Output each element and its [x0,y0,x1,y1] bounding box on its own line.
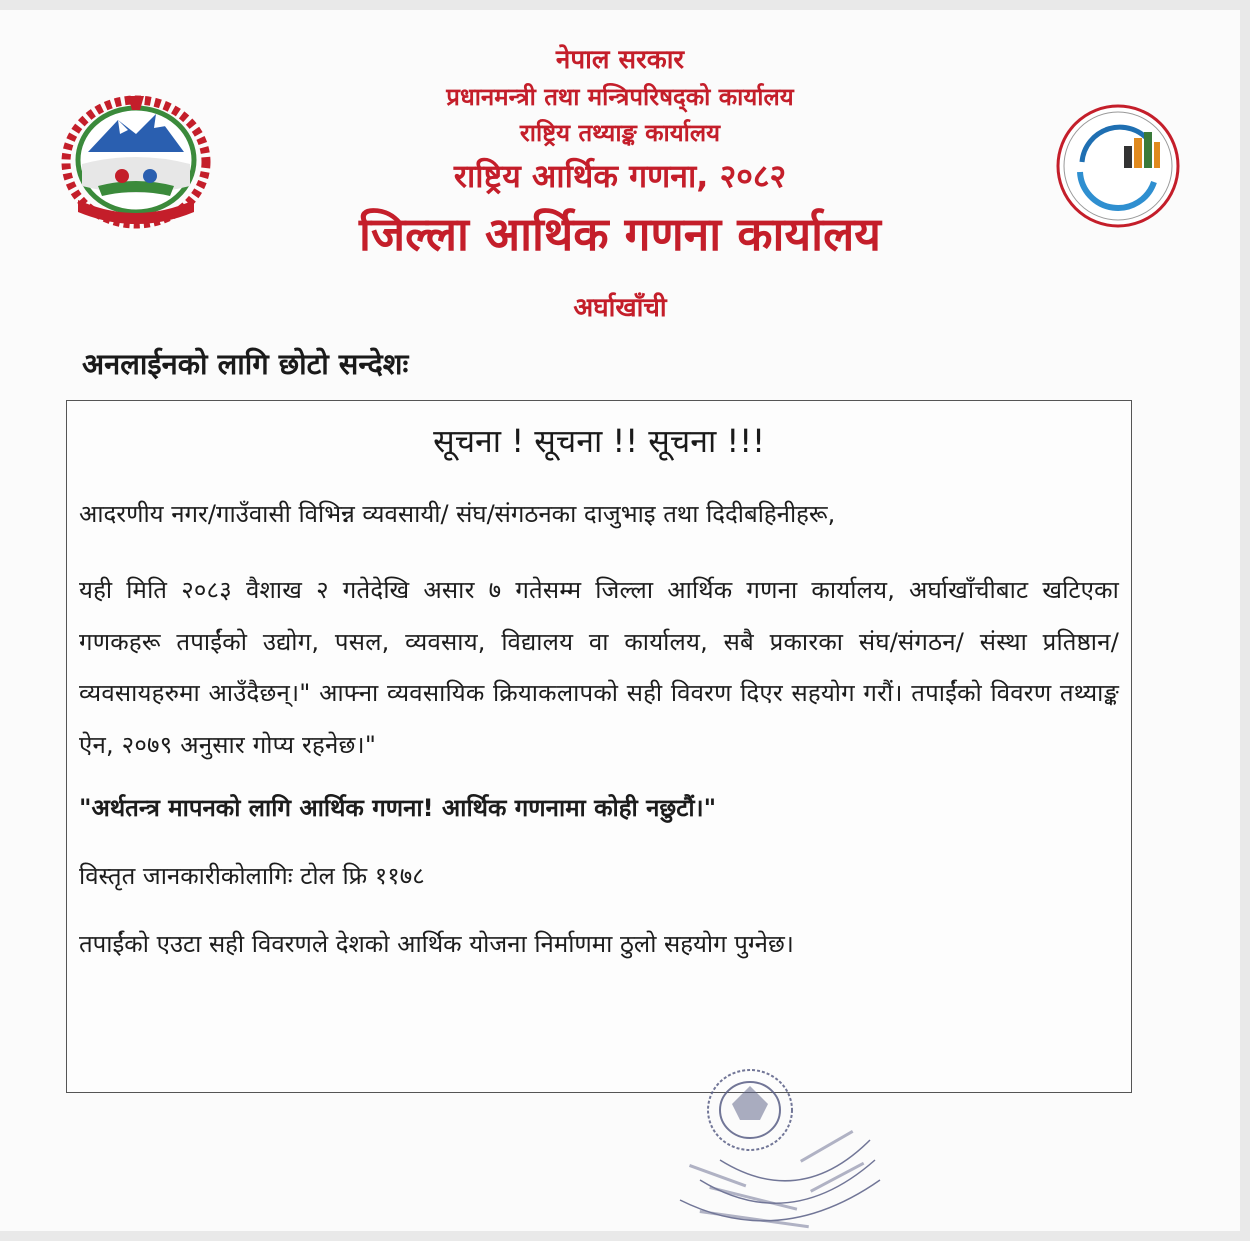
notice-closing: तपाईंको एउटा सही विवरणले देशको आर्थिक योजना निर्माणमा ठुलो सहयोग पुग्नेछ। [79,930,794,958]
header-census-name: राष्ट्रिय आर्थिक गणना, २०८२ [453,157,787,195]
office-title: जिल्ला आर्थिक गणना कार्यालय [359,207,881,261]
document-page [0,10,1240,1231]
header-government: नेपाल सरकार [555,45,685,75]
notice-slogan: "अर्थतन्त्र मापनको लागि आर्थिक गणना! आर्थिक गणनामा कोही नछुटौं।" [79,794,717,822]
office-seal-icon [660,1060,890,1241]
notice-salutation: आदरणीय नगर/गाउँवासी विभिन्न व्यवसायी/ संघ/संगठनका दाजुभाइ तथा दिदीबहिनीहरू, [79,500,836,528]
header-ministry: प्रधानमन्त्री तथा मन्त्रिपरिषद्को कार्यालय [446,83,794,111]
notice-box [66,400,1132,1093]
subheading: अनलाईनको लागि छोटो सन्देशः [82,347,409,381]
notice-tollfree: विस्तृत जानकारीकोलागिः टोल फ्रि ११७८ [79,862,425,890]
notice-title: सूचना ! सूचना !! सूचना !!! [433,422,765,460]
notice-body: यही मिति २०८३ वैशाख २ गतेदेखि असार ७ गतेसम्म जिल्ला आर्थिक गणना कार्यालय, अर्घाखाँचीबाट खटिएका गणकहरू तपाईंको उद्योग, पसल, व्यवसाय, विद्यालय वा कार्यालय, सबै प्रकारका संघ/संगठन/ संस्था प्रतिष्ठान/ व्यवसायहरुमा आउँदैछन्।" आफ्ना व्यवसायिक क्रियाकलापको सही विवरण दिएर सहयोग गरौं। तपाईंको विवरण तथ्याङ्क ऐन, २०७९ अनुसार गोप्य रहनेछ।" [79,576,1119,759]
header-statistics-office: राष्ट्रिय तथ्याङ्क कार्यालय [519,119,721,147]
district-name: अर्घाखाँची [573,293,667,323]
